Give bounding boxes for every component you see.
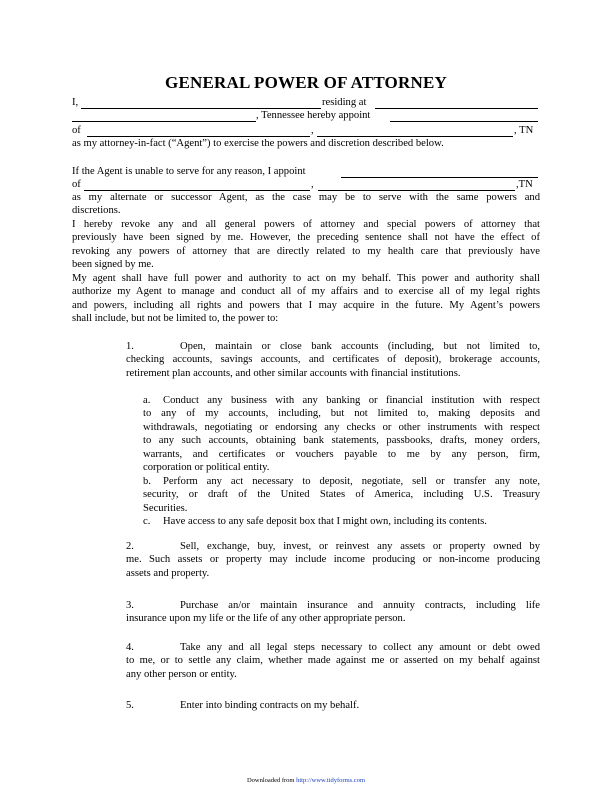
power-subitem-a: a. Conduct any business with any banking or financial institution with respect to any of my accounts, including, but not limited to, making deposits and withdrawals, negotiating or endorsing any checks or other instruments with respect to any such accounts, obtaining bank statements, passbooks, drafts, money orders, warrants, and certificates or vouchers payable to me by any person, firm, corporation or political entity. — [143, 395, 540, 474]
revocation-paragraph: I hereby revoke any and all general powers of attorney and special powers of attorney that previously have been signed by me. However, the preceding sentence shall not have the effect of revoking any powers of attorney that are directly related to my health care that previously have been signed by me. — [72, 219, 540, 271]
download-footer — [0, 777, 612, 784]
authority-paragraph: My agent shall have full power and authority to act on my behalf. This power and authority shall authorize my Agent to manage and conduct all of my affairs and to exercise all of my legal rights and powers, including all rights and powers that I may acquire in the future. My Agent’s powers shall include, but not be limited to, the power to: — [72, 273, 540, 325]
power-number: 4. — [126, 642, 134, 653]
footer-link[interactable]: http://www.tidyforms.com — [296, 777, 366, 784]
subitem-letter: b. — [143, 476, 151, 487]
form-label-residing-at: residing at — [322, 97, 367, 108]
alternate-agent-intro: If the Agent is unable to serve for any reason, I appoint — [72, 166, 306, 177]
form-label-i: I, — [72, 97, 79, 108]
subitem-letter: c. — [143, 516, 151, 527]
principal-address-field[interactable] — [375, 98, 538, 109]
form-label-of: of — [72, 125, 81, 136]
form-label-of-alt: of — [72, 179, 81, 190]
attorney-in-fact-statement: as my attorney-in-fact (“Agent”) to exercise the powers and discretion described below. — [72, 138, 444, 149]
form-label-tn: , TN — [514, 125, 534, 136]
subitem-letter: a. — [143, 395, 151, 406]
principal-name-field[interactable] — [81, 98, 321, 109]
power-item-1: 1. Open, maintain or close bank accounts (including, but not limited to, checking accounts, savings accounts, and certificates of deposit), brokerage accounts, retirement plan accounts, and other similar accounts with financial institutions. — [126, 341, 540, 379]
power-item-2: 2. Sell, exchange, buy, invest, or reinvest any assets or property owned by me. Such assets or property may include income producing or non-income producing assets and property. — [126, 541, 540, 579]
principal-city-field[interactable] — [72, 111, 256, 122]
comma-separator-alt: , — [311, 179, 314, 190]
power-number: 3. — [126, 600, 134, 611]
agent-name-field[interactable] — [390, 111, 538, 122]
alternate-agent-name-field[interactable] — [341, 167, 538, 178]
power-number: 1. — [126, 341, 134, 352]
power-subitem-c: c. Have access to any safe deposit box that I might own, including its contents. — [143, 516, 487, 527]
document-title: GENERAL POWER OF ATTORNEY — [165, 73, 447, 92]
power-number: 5. — [126, 700, 134, 711]
power-item-5: 5. Enter into binding contracts on my behalf. — [126, 700, 360, 711]
agent-address-field[interactable] — [87, 126, 310, 137]
form-label-tn-alt: ,TN — [516, 179, 533, 190]
power-number: 2. — [126, 541, 134, 552]
power-item-4: 4. Take any and all legal steps necessary to collect any amount or debt owed to me, or to settle any claim, whether made against me or asserted on my behalf against any other person or entity. — [126, 642, 540, 680]
comma-separator: , — [311, 125, 314, 136]
alternate-agent-statement: as my alternate or successor Agent, as the case may be to serve with the same powers and discretions. — [72, 192, 540, 217]
power-item-3: 3. Purchase an/or maintain insurance and annuity contracts, including life insurance upon my life or the life of any other appropriate person. — [126, 600, 540, 625]
power-subitem-b: b. Perform any act necessary to deposit, negotiate, sell or transfer any note, security, or draft of the United States of America, including U.S. Treasury Securities. — [143, 476, 540, 514]
alternate-agent-address-field[interactable] — [84, 180, 310, 191]
alternate-agent-city-field[interactable] — [318, 180, 515, 191]
form-label-tennessee-appoint: , Tennessee hereby appoint — [256, 110, 371, 121]
agent-city-field[interactable] — [317, 126, 513, 137]
footer-prefix: Downloaded from — [246, 777, 295, 784]
